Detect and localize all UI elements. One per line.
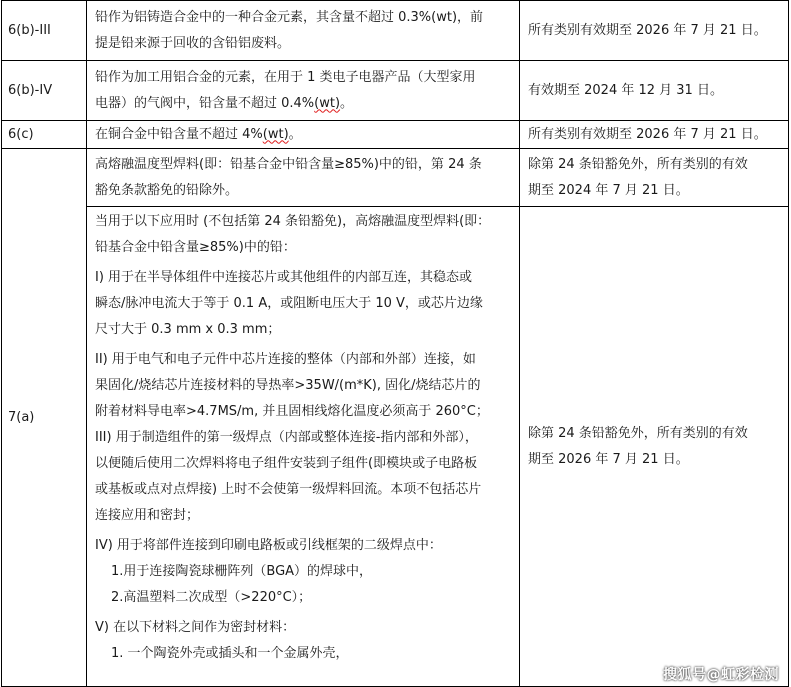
description-line: 高熔融温度型焊料(即：铅基合金中铅含量≥85%)中的铅，第 24 条	[95, 156, 482, 172]
rohs-exemption-table	[1, 0, 789, 687]
exemption-description	[87, 149, 520, 207]
exemption-effective	[520, 149, 789, 207]
paragraph-line: 铅基合金中铅含量≥85%)中的铅：	[95, 240, 296, 255]
paragraph-line: III) 用于制造组件的第一级焊点（内部或整体连接-指内部和外部），	[95, 430, 478, 445]
description-line: 电器）的气阀中，铅含量不超过 0.4%(wt)。	[95, 95, 354, 111]
exemption-id: 7(a)	[2, 149, 87, 687]
paragraph-line: II) 用于电气和电子元件中芯片连接的整体（内部和外部）连接，如	[95, 352, 476, 367]
description-line: 铅作为加工用铝合金的元素，在用于 1 类电子电器产品（大型家用	[95, 69, 476, 85]
exemption-description: 在铜合金中铅含量不超过 4%(wt)。	[87, 121, 520, 149]
description-text: 铅作为铝铸造合金中的一种合金元素，其含量不超过 0.3%(wt)，前	[95, 9, 484, 25]
exemption-effective: 所有类别有效期至 2026 年 7 月 21 日。	[520, 121, 789, 149]
exemption-description	[87, 1, 520, 61]
indented-item: 2.高温塑料二次成型（>220°C）；	[111, 590, 312, 605]
paragraph-line: 果固化/烧结芯片连接材料的导热率>35W/(m*K), 固化/烧结芯片的	[95, 378, 481, 393]
paragraph-line: 尺寸大于 0.3 mm x 0.3 mm；	[95, 322, 281, 337]
paragraph-line: 当用于以下应用时 (不包括第 24 条铅豁免)，高熔融温度型焊料(即：	[95, 214, 491, 229]
exemption-description	[87, 207, 520, 687]
description-line	[95, 5, 513, 31]
exemption-id: 6(c)	[2, 121, 87, 149]
effective-line: 除第 24 条铅豁免外，所有类别的有效	[528, 425, 748, 441]
indented-item: 1. 一个陶瓷外壳或插头和一个金属外壳，	[111, 646, 349, 661]
exemption-description	[87, 61, 520, 121]
effective-line: 除第 24 条铅豁免外，所有类别的有效	[528, 156, 748, 172]
paragraph-line: 连接应用和密封；	[95, 508, 200, 523]
table-row	[2, 61, 789, 121]
spellcheck-mark: (wt)	[314, 95, 341, 111]
description-line: 豁免条款豁免的铅除外。	[95, 182, 239, 198]
table-row	[2, 121, 789, 149]
table-row	[2, 149, 789, 207]
description-line: 提是铅来源于回收的含铅铝废料。	[95, 35, 291, 51]
paragraph-line: 或基板或点对点焊接) 上时不会使第一级焊料回流。本项不包括芯片	[95, 482, 482, 497]
paragraph-line: V) 在以下材料之间作为密封材料：	[95, 620, 296, 635]
table-row	[2, 207, 789, 687]
paragraph-line: 以便随后使用二次焊料将电子组件安装到子组件(即模块或子电路板	[95, 456, 478, 471]
watermark: 搜狐号@虹彩检测	[663, 667, 779, 683]
exemption-effective	[520, 207, 789, 687]
paragraph-line: 瞬态/脉冲电流大于等于 0.1 A，或阻断电压大于 10 V，或芯片边缘	[95, 296, 483, 311]
spellcheck-mark: (wt)	[262, 126, 289, 142]
exemption-id: 6(b)-III	[2, 1, 87, 61]
exemption-effective: 所有类别有效期至 2026 年 7 月 21 日。	[520, 1, 789, 61]
paragraph-line: 附着材料导电率>4.7MS/m, 并且固相线熔化温度必须高于 260°C；	[95, 404, 489, 419]
table-row	[2, 1, 789, 61]
effective-line: 期至 2026 年 7 月 21 日。	[528, 451, 689, 467]
exemption-effective: 有效期至 2024 年 12 月 31 日。	[520, 61, 789, 121]
indented-item: 1.用于连接陶瓷球栅阵列（BGA）的焊球中，	[111, 564, 373, 579]
effective-line: 期至 2024 年 7 月 21 日。	[528, 182, 689, 198]
exemption-id: 6(b)-IV	[2, 61, 87, 121]
paragraph-line: IV) 用于将部件连接到印刷电路板或引线框架的二级焊点中：	[95, 538, 442, 553]
paragraph-line: I) 用于在半导体组件中连接芯片或其他组件的内部互连，其稳态或	[95, 270, 473, 285]
